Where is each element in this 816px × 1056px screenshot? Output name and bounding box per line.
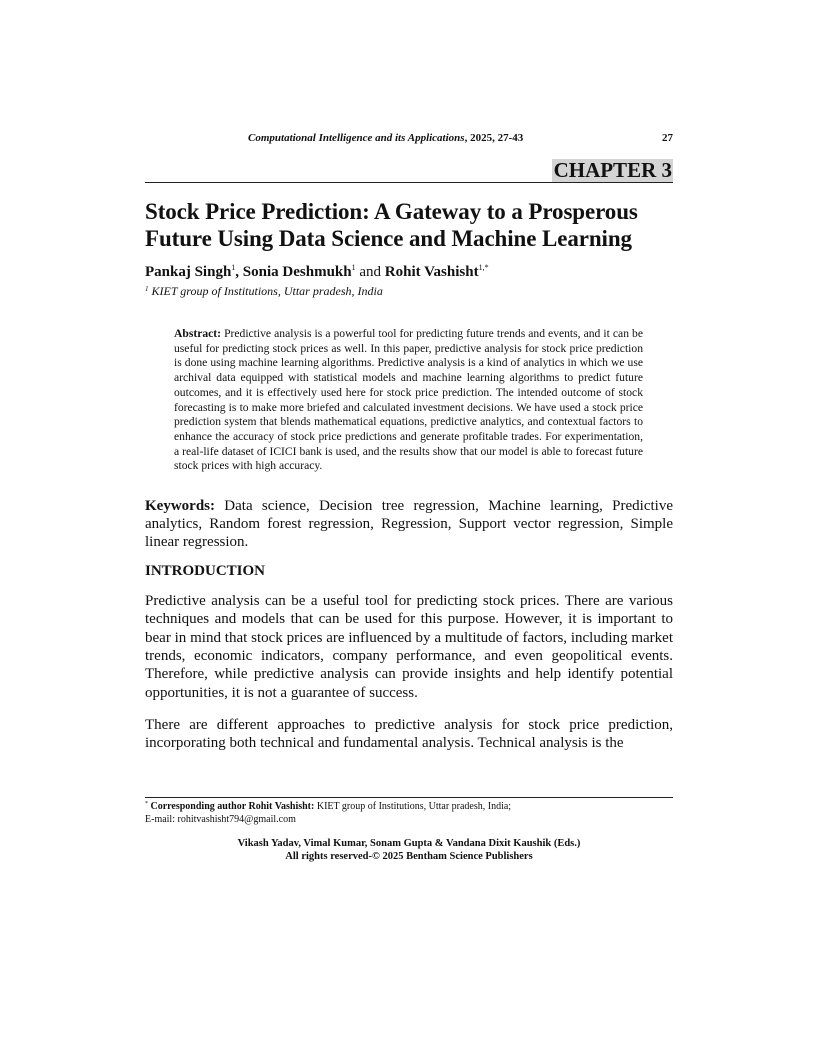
author-separator: and — [355, 264, 385, 280]
editors-line: Vikash Yadav, Vimal Kumar, Sonam Gupta & Vandana Dixit Kaushik (Eds.) — [237, 838, 581, 849]
abstract — [174, 327, 643, 474]
abstract-text: Predictive analysis is a powerful tool for predicting future trends and events, and it can be useful for predicting stock prices as well. In this paper, predictive analysis for stock price prediction is done using machine learning algorithms. Predictive analysis is a kind of analytics in which we use archival data equipped with statistical models and machine learning algorithms to predict future outcomes, and it is effectively used here for stock price prediction. The intended outcome of stock forecasting is to make more briefed and calculated investment decisions. We have used a stock price prediction system that blends mathematical equations, predictive analytics, and contextual factors to enhance the accuracy of stock price predictions and generate profitable trades. For experimentation, a real-life dataset of ICICI bank is used, and the results show that our model is able to forecast future stock prices with high accuracy. — [174, 327, 643, 473]
footnote-label: Corresponding author Rohit Vashisht: — [148, 801, 315, 812]
author-list — [145, 263, 673, 281]
author-name: Pankaj Singh — [145, 264, 232, 280]
journal-info: , 2025, 27-43 — [464, 132, 524, 144]
affiliation-marker: 1 — [145, 285, 149, 293]
body-paragraph: There are different approaches to predictive analysis for stock price prediction, incorporating both technical and fundamental analysis. Technical analysis is the — [145, 716, 673, 752]
chapter-header — [145, 158, 673, 183]
keywords — [145, 497, 673, 551]
footnote-email: E-mail: rohitvashisht794@gmail.com — [145, 813, 296, 825]
author-name: Sonia Deshmukh — [242, 264, 352, 280]
abstract-label: Abstract: — [174, 327, 222, 340]
page-content — [145, 132, 673, 752]
section-heading-introduction: INTRODUCTION — [145, 563, 266, 580]
publisher-block — [145, 838, 673, 863]
footnote-text: KIET group of Institutions, Uttar pradesh, India; — [314, 801, 512, 812]
author-affiliation-marker: 1 — [231, 263, 236, 272]
footnote — [145, 801, 673, 826]
body-paragraph: Predictive analysis can be a useful tool for predicting stock prices. There are various techniques and models that can be used for this purpose. However, it is important to bear in mind that stock prices are influenced by a multitude of factors, including market trends, economic indicators, company performance, and even geopolitical events. Therefore, while predictive analysis can provide insights and help identify potential opportunities, it is not a guarantee of success. — [145, 593, 673, 701]
page-number: 27 — [662, 132, 673, 144]
rights-line: All rights reserved-© 2025 Bentham Science Publishers — [285, 850, 533, 862]
author-affiliation-marker: 1 — [351, 263, 356, 272]
paper-title: Stock Price Prediction: A Gateway to a Prosperous Future Using Data Science and Machine Learning — [145, 199, 638, 251]
affiliation — [145, 284, 673, 299]
keywords-text: Data science, Decision tree regression, Machine learning, Predictive analytics, Random forest regression, Regression, Support vector regression, Simple linear regression. — [145, 498, 673, 551]
keywords-label: Keywords: — [145, 498, 215, 515]
chapter-label: CHAPTER 3 — [553, 158, 672, 182]
footnote-marker: * — [145, 801, 148, 807]
footnote-divider — [145, 797, 673, 798]
author-separator: , — [235, 264, 243, 280]
author-name: Rohit Vashisht — [384, 264, 479, 280]
affiliation-text: KIET group of Institutions, Uttar pradesh, India — [148, 284, 383, 298]
journal-citation — [248, 132, 523, 144]
running-head — [145, 132, 673, 150]
author-affiliation-marker: 1,* — [478, 263, 489, 272]
footnote-line — [145, 801, 673, 814]
journal-title: Computational Intelligence and its Applications — [248, 132, 465, 144]
